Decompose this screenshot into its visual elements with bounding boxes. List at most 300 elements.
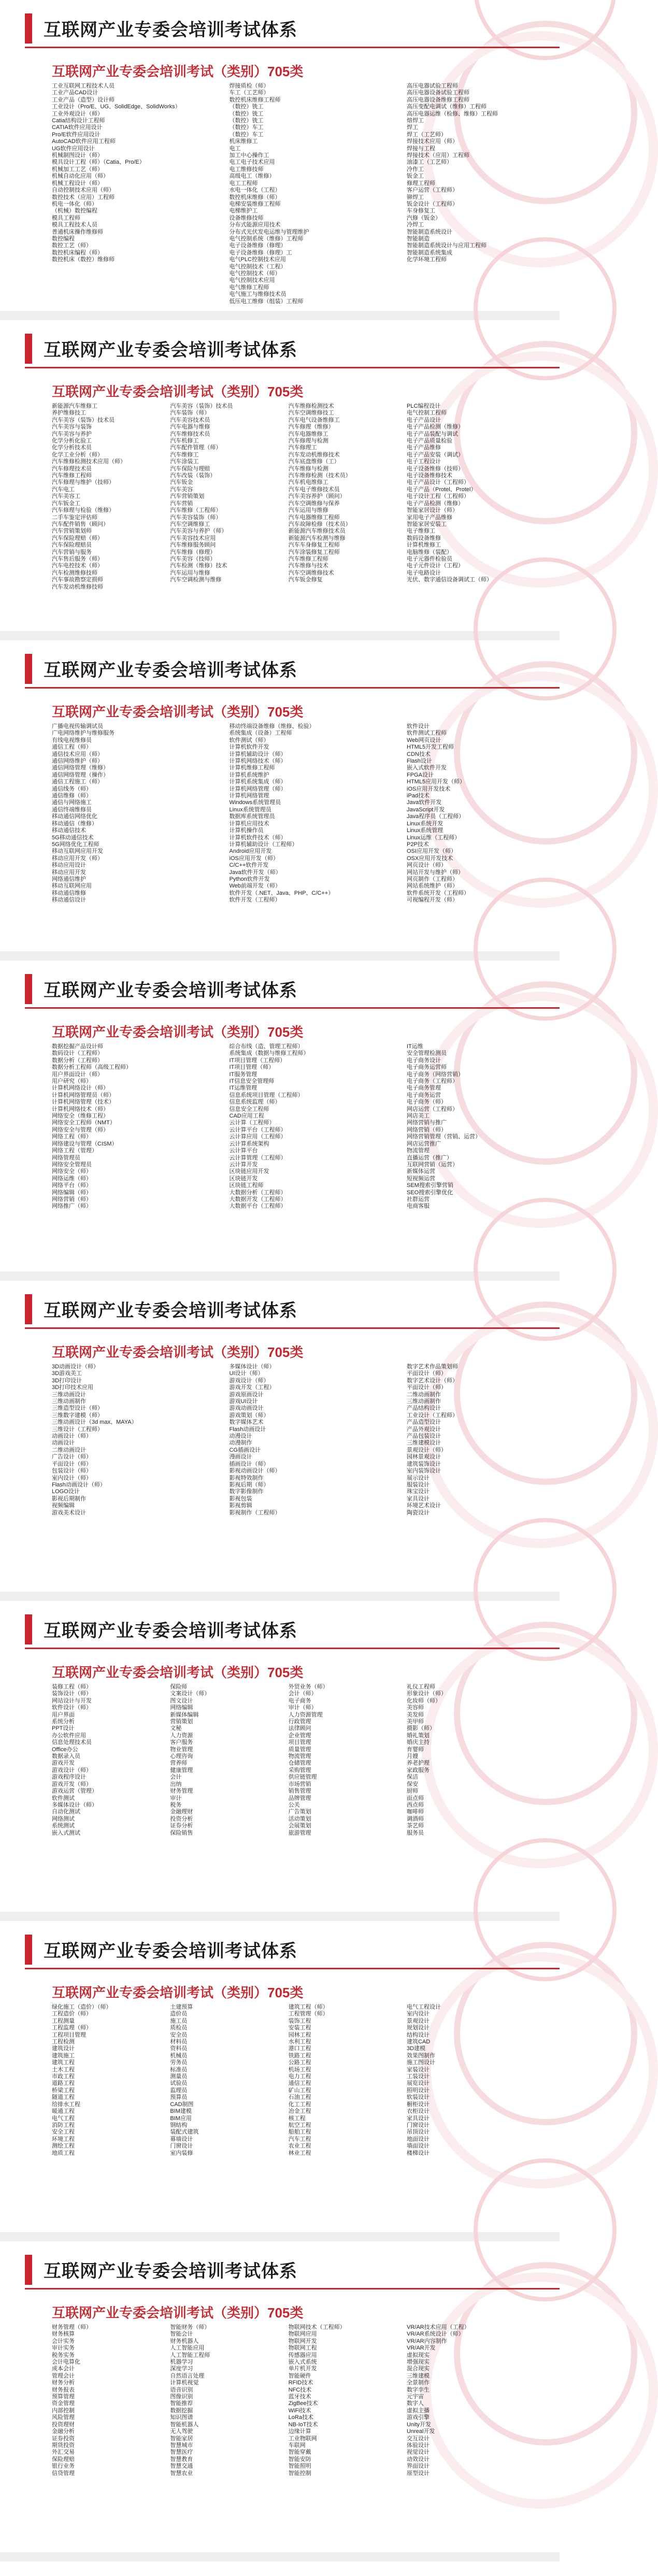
course-item: 移动通信设计	[52, 897, 86, 904]
course-item: 电气工程	[52, 2115, 75, 2122]
course-item: 暖通工程	[52, 2108, 75, 2115]
course-item: 熔焊工	[407, 118, 424, 124]
course-item: 监理员	[170, 2087, 188, 2094]
slide-title: 互联网产业专委会培训考试体系	[44, 1941, 297, 1961]
course-item: 三维建模设计	[407, 1440, 441, 1447]
course-item: 汽车美容装饰（师）	[170, 514, 222, 521]
course-item: 软件设计	[407, 723, 430, 729]
course-item: 电子产品设计（工程师）	[406, 479, 469, 486]
course-item: 图文设计	[170, 1697, 193, 1704]
course-item: 机器学习	[170, 2359, 193, 2366]
course-item: 企业管理	[288, 1732, 311, 1739]
course-item: 语音识别	[170, 2386, 193, 2393]
course-item: VR/AR技术应用（工程）	[406, 2324, 470, 2330]
course-item: 云计算平台（工程师）	[229, 1126, 287, 1133]
decorative-arc	[474, 1198, 617, 1341]
course-item: 装配式建筑	[170, 2129, 199, 2136]
course-item: 焊接技术（应用）工程师	[407, 152, 469, 159]
course-item: 建筑工程	[52, 2059, 75, 2066]
course-item: 客户运营（工程师）	[407, 187, 458, 194]
course-item: 汽车修理与维护（技师）	[52, 479, 115, 486]
course-item: 证券分析	[170, 1823, 193, 1829]
course-item: Linux系统开发	[407, 820, 444, 827]
course-item: 土木工程	[52, 2066, 75, 2073]
course-item: 通信工程	[288, 2080, 311, 2087]
course-item: 数据录入员	[52, 1753, 80, 1760]
course-columns	[52, 723, 518, 938]
course-item: 数字影像制作	[229, 1489, 264, 1495]
course-item: 电子产品检测（维修）	[406, 424, 464, 431]
course-item: 汽车配件管理（师）	[170, 445, 222, 451]
course-item: 汽车维修工程师	[288, 555, 328, 562]
course-item: 网络平台（师）	[52, 1182, 92, 1189]
course-item: 计算机应用技术	[229, 820, 269, 827]
course-item: 汽车售后服务（师）	[52, 555, 103, 562]
course-item: 智能制造系统设计	[407, 228, 452, 235]
course-item: 门窗设计	[170, 2143, 193, 2150]
course-item: 汽车营销与服务	[52, 549, 92, 555]
course-item: 混合现实	[406, 2366, 430, 2372]
course-item: 养护维修技工	[52, 410, 86, 417]
course-item: 智能穿戴	[288, 2449, 311, 2456]
course-item: 软件测试（师）	[229, 737, 269, 743]
course-item: 电工	[229, 145, 241, 152]
course-item: 保安	[406, 1781, 418, 1787]
course-item: 三维造型设计（师）	[52, 1405, 103, 1412]
course-item: 楼梯设计	[406, 2150, 430, 2156]
course-item: 用户研究（师）	[52, 1078, 92, 1085]
course-item: 汽车运用与维修	[288, 507, 328, 514]
course-item: NB-IoT技术	[288, 2421, 318, 2428]
course-item: 电脑维修（装配）	[406, 549, 452, 555]
course-item: 建筑工程（师）	[288, 2004, 328, 2010]
title-accent-bar	[25, 334, 32, 364]
course-item: 插画设计（师）	[229, 1461, 269, 1467]
course-item: Linux系统管理员	[229, 806, 271, 813]
course-item: 蓝牙技术	[288, 2394, 311, 2400]
course-item: Flash动画设计	[229, 1426, 266, 1433]
course-item: 无人驾驶	[170, 2428, 193, 2435]
course-item: 三维动画设计（3d max、MAYA）	[52, 1419, 137, 1426]
course-item: 智慧教育	[170, 2456, 193, 2463]
course-item: 化学工业分析（师）	[52, 451, 103, 458]
course-item: 网店运营（工程师）	[407, 1106, 458, 1112]
course-item: 景观设计（师）	[407, 1447, 447, 1453]
title-divider	[25, 1327, 560, 1329]
course-item: 景观设计	[406, 2017, 430, 2024]
course-item: 网页制作（工程师）	[407, 876, 458, 882]
title-divider	[25, 687, 560, 689]
title-divider	[25, 47, 560, 48]
course-item: 可视编程开发（师）	[407, 897, 458, 904]
course-item: 广电网络维护与维修服务	[52, 730, 115, 737]
course-item: 保洁	[406, 1774, 418, 1781]
course-item: 会展策划	[288, 1823, 311, 1829]
course-item: 深度学习	[170, 2366, 193, 2372]
course-item: 会计（师）	[288, 1691, 317, 1697]
course-item: 汽车改装（装饰）	[170, 473, 216, 479]
course-item: 汽车营销策划	[170, 493, 205, 500]
course-item: 汽车配件销售（顾问）	[52, 521, 109, 527]
course-item: 通信网络管理（操作）	[52, 771, 109, 778]
course-item: 数字媒体艺术	[229, 1419, 264, 1426]
course-item: 电工维修技师	[229, 166, 264, 173]
title-divider	[25, 2288, 560, 2289]
course-item: 标准员	[170, 2066, 188, 2073]
course-item: 综合布线（造、管理工程师）	[229, 1043, 304, 1050]
course-item: 咖啡师	[406, 1809, 424, 1815]
course-item: 内部控制	[52, 2407, 75, 2414]
course-item: 软件设计（师）	[52, 1705, 92, 1711]
course-column	[170, 2324, 281, 2539]
course-item: 港口工程	[288, 2045, 311, 2052]
course-item: 风险管理	[52, 2414, 75, 2421]
course-item: 新能源汽车维修技术员	[288, 528, 346, 535]
course-item: 石油工程	[288, 2094, 311, 2101]
course-item: 人工智能工程师	[170, 2352, 210, 2358]
slide-title: 互联网产业专委会培训考试体系	[44, 1621, 297, 1641]
course-item: 墙面设计	[406, 2143, 430, 2150]
course-item: 机床维修工	[229, 138, 258, 145]
course-item: 展览设计	[406, 2080, 430, 2087]
course-item: 质检员	[170, 2025, 188, 2031]
course-item: Flash设计	[407, 758, 432, 765]
course-item: 网络管理员	[52, 1154, 80, 1161]
course-item: 品牌管理	[288, 1795, 311, 1801]
course-item: 三维设计（工程师）	[52, 1426, 103, 1433]
course-item: 汽车发动机维修技师	[52, 583, 103, 590]
course-item: 保险销售	[170, 1829, 193, 1836]
course-item: 人力资源管理	[288, 1711, 323, 1718]
course-column	[52, 2324, 163, 2539]
course-item: 原型设计	[406, 2470, 430, 2477]
course-item: 通信网络管理（维修）	[52, 765, 109, 771]
course-item: 冶金工程	[288, 2108, 311, 2115]
course-item: 分布式光伏发电运维与管理维护	[229, 228, 309, 235]
course-item: 市场营销	[288, 1781, 311, 1787]
course-item: 网络建设与管理（CISM）	[52, 1140, 118, 1147]
course-item: 衣柜设计	[406, 2108, 430, 2115]
course-item: 汽车维修工	[170, 451, 199, 458]
course-item: 高压变配电调试（维修）工程师	[407, 104, 487, 110]
course-item: CAD制图	[170, 2101, 194, 2108]
course-item: 油漆工（工艺师）	[407, 159, 452, 166]
course-item: 婚庆主持	[406, 1739, 430, 1746]
course-item: 美甲师	[406, 1719, 424, 1725]
course-item: 工程管理（师）	[288, 2011, 328, 2017]
course-item: 法律顾问	[288, 1725, 311, 1732]
course-item: 汽车维修（修理）	[170, 549, 216, 555]
course-item: 多媒体设计（师）	[52, 1801, 97, 1808]
course-item: 二维动画设计	[52, 1447, 86, 1453]
title-divider	[25, 367, 560, 368]
course-item: 计算机网络技术（师）	[52, 1106, 109, 1112]
course-item: 模具设计工程（师）（Catia、Pro/E）	[52, 159, 145, 166]
course-item: 工业设计（工程师）	[407, 1412, 458, 1419]
course-item: 区块链工程师	[229, 1182, 264, 1189]
course-item: 陶瓷设计	[407, 1509, 430, 1516]
course-item: 质量管理	[288, 1746, 311, 1753]
course-column	[52, 403, 163, 618]
course-item: 审计（师）	[288, 1705, 317, 1711]
course-item: 视觉设计	[406, 2449, 430, 2456]
course-item: 计算机辅助设计（工程师）	[229, 841, 298, 848]
course-item: 工业互联网工程技术人员	[52, 83, 115, 89]
course-item: 知识图谱	[170, 2414, 193, 2421]
course-columns	[52, 2324, 518, 2539]
course-item: SEM搜索引擎营销	[407, 1182, 453, 1189]
course-item: 礼仪工程师	[406, 1684, 435, 1690]
course-item: 游戏运营（管理）	[52, 1788, 97, 1795]
course-slide	[0, 1281, 560, 1601]
course-item: 汽车营销	[170, 500, 193, 507]
course-item: 车联网	[288, 2442, 306, 2449]
course-item: 智能家居	[170, 2435, 193, 2442]
course-item: 建筑CAD	[406, 2039, 431, 2045]
course-item: 电子商务（工程师）	[407, 1078, 458, 1085]
course-columns	[52, 2004, 518, 2219]
course-item: 测量员	[170, 2073, 188, 2080]
course-item: 物联网应用	[288, 2331, 317, 2338]
course-item: 云计算应用（工程师）	[229, 1134, 287, 1140]
course-item: 机械工程设计（师）	[52, 180, 103, 187]
course-item: 嵌入式软件开发	[407, 765, 447, 771]
course-item: 三维动画设计	[52, 1391, 86, 1398]
course-column	[52, 1684, 163, 1899]
course-item: 通信与网络施工	[52, 799, 92, 806]
course-column	[289, 403, 400, 618]
course-item: 船舶工程	[288, 2129, 311, 2136]
course-item: iOS应用开发（师）	[229, 855, 279, 862]
course-item: 车身修复工	[407, 208, 435, 214]
course-item: 财务分析	[52, 2380, 75, 2386]
course-column	[52, 83, 181, 298]
course-column	[230, 1364, 341, 1579]
course-item: 室内设计	[406, 2011, 430, 2017]
course-item: 保险师	[170, 1684, 188, 1690]
course-item: 汽车空调维修与保养	[288, 500, 340, 507]
course-item: Linux运维（工程师）	[407, 834, 461, 841]
course-item: IT项目管理（师）	[229, 1064, 275, 1071]
course-item: 工装设计	[406, 2073, 430, 2080]
course-item: VR/AR内容制作	[406, 2338, 447, 2344]
course-item: 产品外观设计	[407, 1426, 441, 1433]
course-item: 网络营销（师）	[407, 1126, 447, 1133]
slide-subtitle: 互联网产业专委会培训考试（类别）705类	[52, 1985, 304, 2000]
course-item: 计算机维修工程师	[229, 765, 275, 771]
course-item: 高级电工（维修）	[229, 173, 275, 180]
course-item: 数据分析（工程师）	[52, 1057, 103, 1064]
course-item: PPT设计	[52, 1725, 75, 1732]
course-item: 网络推广（师）	[52, 1203, 92, 1210]
course-item: 汽车美容技术应用	[170, 535, 216, 541]
course-item: 汽车空调检测与维修	[170, 577, 222, 583]
course-item: 试验员	[170, 2080, 188, 2087]
title-accent-bar	[25, 1614, 32, 1644]
course-item: 电子产品设计	[406, 417, 441, 423]
course-item: 月嫂	[406, 1753, 418, 1760]
course-item: 通信技术应用（师）	[52, 751, 103, 757]
course-item: 5G网络优化工程师	[52, 841, 99, 848]
course-item: 数控编程	[52, 235, 75, 242]
course-item: 图像识别	[170, 2394, 193, 2400]
course-item: 健康管理	[170, 1767, 193, 1773]
course-item: 投资理财	[52, 2421, 75, 2428]
course-item: 机电一体化（师）	[52, 201, 97, 207]
course-item: 冷作工	[407, 166, 424, 173]
course-item: 用户界面	[52, 1711, 75, 1718]
course-column	[289, 2324, 400, 2539]
course-item: 材料员	[170, 2039, 188, 2045]
course-item: 机械员	[170, 2052, 188, 2059]
course-item: 电子设备维修技术	[406, 473, 452, 479]
course-item: 包装设计（师）	[52, 1468, 92, 1475]
course-item: 3D建模	[406, 2045, 426, 2052]
course-item: 云计算平台	[229, 1148, 258, 1154]
course-item: 数控技术（应用）工程师	[52, 194, 115, 201]
course-item: 数控工艺（师）	[52, 242, 92, 249]
course-item: 物业管理	[170, 1746, 193, 1753]
course-item: 建筑装饰设计	[407, 1461, 441, 1467]
course-item: 新能源汽车维修工	[52, 403, 97, 409]
course-item: 西点师	[406, 1801, 424, 1808]
course-item: 汽车美容（技师）	[170, 555, 216, 562]
course-slide	[0, 961, 560, 1281]
course-item: （数控）车工	[229, 124, 264, 131]
course-item: 汽修（钣金）	[407, 214, 441, 221]
course-item: 汽车空调维修工	[170, 521, 210, 527]
course-item: BIM应用	[170, 2115, 192, 2122]
course-item: 机械加工工艺（师）	[52, 166, 103, 173]
course-item: 汽车美容与养护	[52, 431, 92, 437]
course-item: 数码设备维修	[406, 535, 441, 541]
course-item: 展示设计	[407, 1475, 430, 1481]
course-item: 消防工程	[52, 2122, 75, 2128]
course-item: 电子产品（Protel、Protel）	[406, 486, 477, 493]
course-item: 外汇交易	[52, 2449, 75, 2456]
course-item: 测绘工程	[52, 2143, 75, 2150]
course-item: Web网页设计	[407, 737, 441, 743]
course-item: FPGA设计	[407, 771, 434, 778]
course-item: 智慧交通	[170, 2463, 193, 2470]
course-item: 自然语言处理	[170, 2372, 205, 2379]
course-item: 数控机床（数控）维修师	[52, 256, 115, 263]
course-item: 系统测试	[52, 1823, 75, 1829]
course-item: Java软件开发	[407, 799, 442, 806]
course-item: 税务	[170, 1801, 182, 1808]
course-item: 工业产品（造型）设计师	[52, 96, 115, 103]
course-item: 工程测量	[52, 2017, 75, 2024]
course-item: 有线电视维修员	[52, 737, 92, 743]
course-item: 供应链管理	[288, 1774, 317, 1781]
course-item: Pro/E软件应用设计	[52, 131, 101, 138]
course-item: 汽车电控技术（师）	[52, 563, 103, 569]
course-item: 移动通信技术	[52, 827, 86, 834]
course-item: 电气控制工程师	[406, 410, 447, 417]
course-item: 游戏开发	[52, 1760, 75, 1767]
course-item: 给排水工程	[52, 2101, 80, 2108]
course-item: 电子产品检测（维修）	[406, 500, 464, 507]
course-item: 产品结构设计	[407, 1405, 441, 1412]
course-item: 装饰设计（师）	[52, 1691, 92, 1697]
course-item: 通信终端维修员	[52, 806, 92, 813]
title-accent-bar	[25, 654, 32, 684]
course-item: 农业工程	[288, 2143, 311, 2150]
course-item: 财务管理（师）	[52, 2324, 92, 2330]
course-item: 三维数字建模（师）	[52, 1412, 103, 1419]
course-item: 家用电子产品维修	[406, 514, 452, 521]
course-item: 文秘	[170, 1725, 182, 1732]
course-item: 云计算开发	[229, 1161, 258, 1168]
course-item: （机械）数控编程	[52, 208, 97, 214]
course-item: 网络运维（师）	[52, 1175, 92, 1182]
course-item: 婚礼策划	[406, 1732, 430, 1739]
course-item: 汽车涂装修复工程师	[288, 549, 340, 555]
course-item: 冷焊工	[407, 222, 424, 228]
course-item: 汽车修理（维修）	[288, 424, 334, 431]
course-item: 电商客服	[407, 1203, 430, 1210]
course-item: 智能制造系统集成	[407, 249, 452, 256]
course-item: 钢结构	[170, 2122, 188, 2128]
course-item: 销售管理	[288, 1788, 311, 1795]
course-item: 网络安全（维修工程）	[52, 1113, 109, 1120]
course-item: 大数据分析（工程师）	[229, 1189, 287, 1196]
course-item: 机械制图设计（师）	[52, 152, 103, 159]
course-item: 软件系统开发（工程师）	[407, 890, 469, 896]
course-item: 汽车维修检测技术应用（师）	[52, 459, 126, 465]
course-item: 界面设计	[406, 2463, 430, 2470]
course-item: VR/AR系统设计（师）	[406, 2331, 464, 2338]
course-item: 环境艺术设计	[407, 1502, 441, 1509]
course-item: 移动应用开发	[52, 869, 86, 876]
course-item: 影视动画设计（师）	[229, 1468, 281, 1475]
course-item: 虚拟现实	[406, 2352, 430, 2358]
course-item: 电子商务（网络营销）	[407, 1071, 464, 1078]
course-item: 水电一体化（工程）	[229, 187, 281, 194]
course-item: 智能控制	[288, 2470, 311, 2477]
course-item: 动画设计	[52, 1440, 75, 1447]
course-item: 工业物联网	[288, 2435, 317, 2442]
course-item: 信息系统监理（师）	[229, 1099, 281, 1106]
course-item: 绿化施工（造价）（师）	[52, 2004, 112, 2010]
course-item: OSI应用开发（师）	[407, 848, 456, 855]
course-item: 电子设备维修（技师）	[406, 465, 464, 472]
course-item: 工程项目管理	[52, 2031, 86, 2038]
course-item: 林业工程	[288, 2150, 311, 2156]
course-item: iPad技术	[407, 793, 430, 799]
course-item: 汽车美容技术员	[170, 417, 210, 423]
title-accent-bar	[25, 2255, 32, 2285]
course-item: 工业产品CAD设计	[52, 90, 98, 96]
course-item: 财务机器人	[170, 2338, 199, 2344]
course-item: 网络工程（管理）	[52, 1148, 97, 1154]
decorative-arc	[474, 557, 617, 700]
course-item: 新媒体编辑	[170, 1711, 199, 1718]
course-item: 数据挖掘	[170, 2407, 193, 2414]
course-item: 智能照明	[288, 2463, 311, 2470]
course-item: UI设计（师）	[229, 1370, 264, 1377]
course-item: 新能源汽车检测与维修	[288, 535, 346, 541]
course-columns	[52, 1364, 518, 1579]
course-item: 保险理赔	[52, 2456, 75, 2463]
course-item: 游戏动画设计	[229, 1405, 264, 1412]
course-item: 室内装饰设计	[407, 1468, 441, 1475]
course-item: OSX应用开发技术	[407, 855, 453, 862]
course-item: 软装设计	[406, 2094, 430, 2101]
course-item: 游戏策划（师）	[229, 1412, 269, 1419]
course-item: CDN技术	[407, 751, 431, 757]
course-item: 营销策划	[170, 1719, 193, 1725]
